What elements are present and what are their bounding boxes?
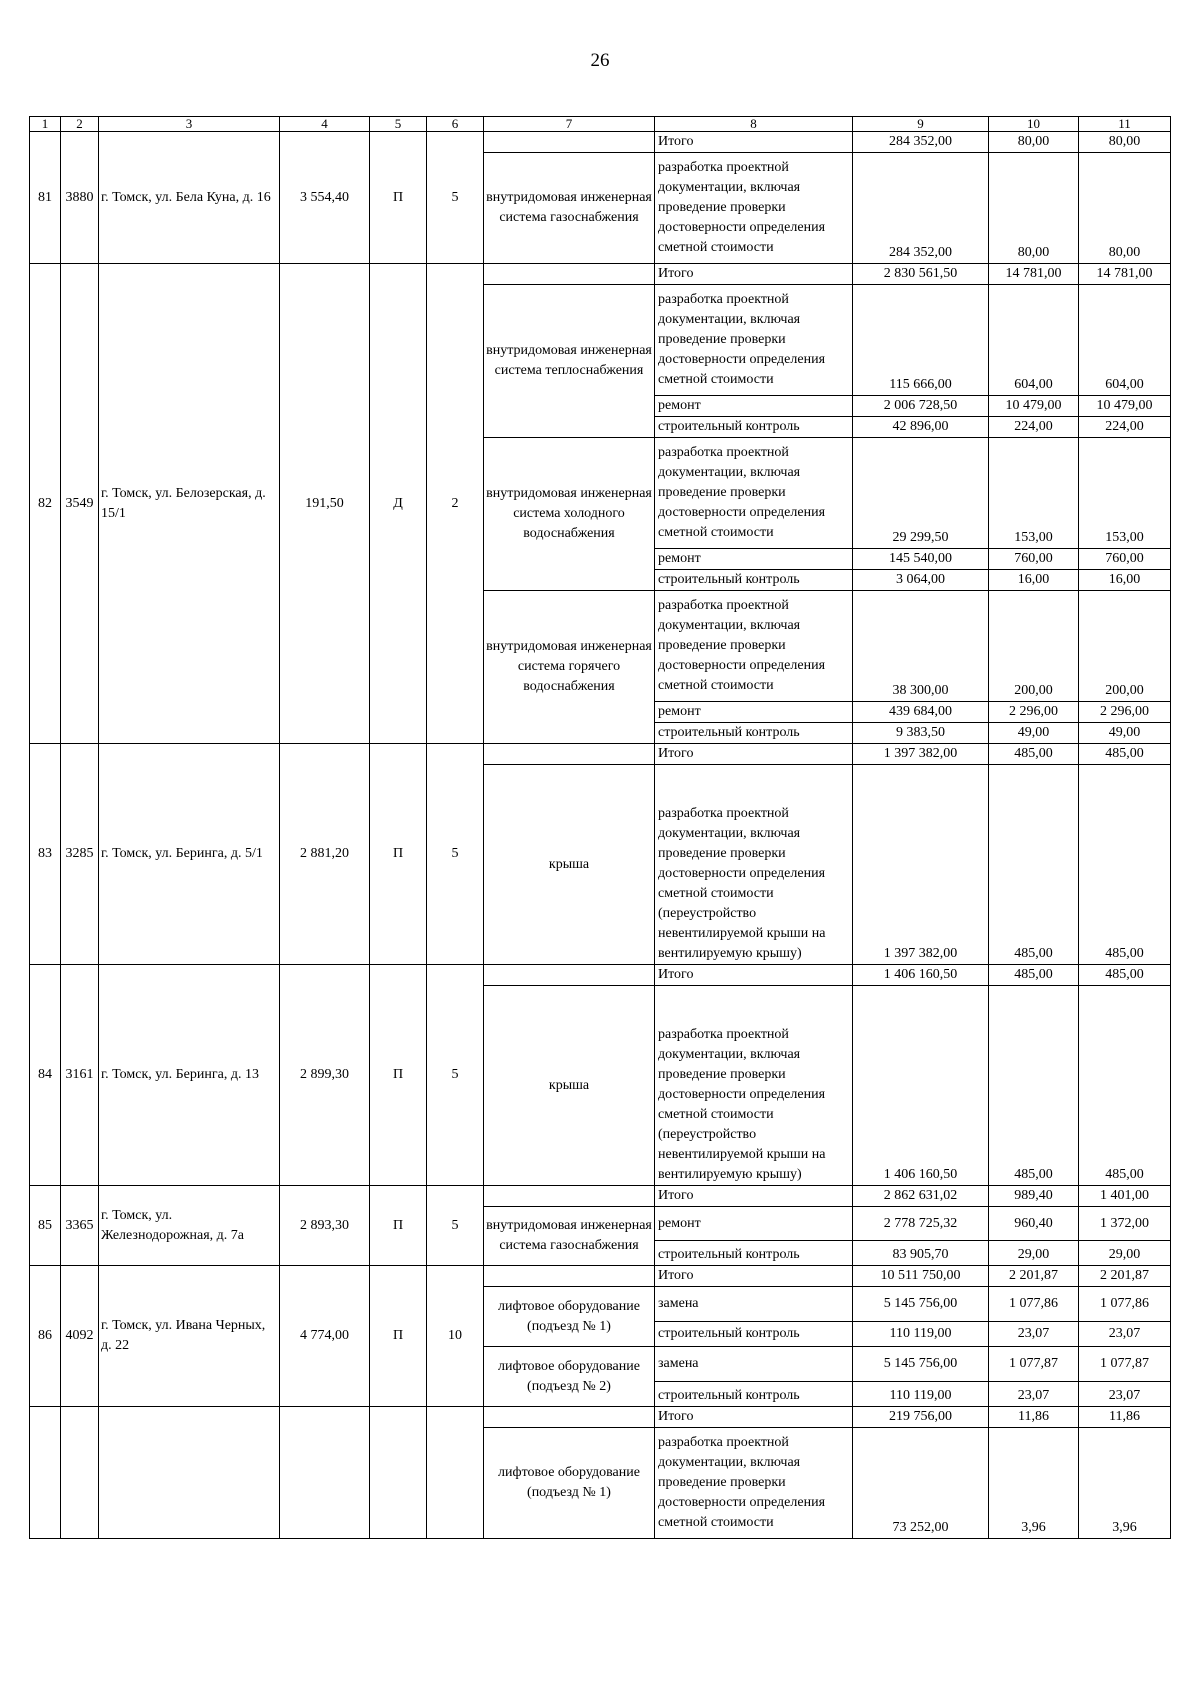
unit-cost: 760,00 (989, 549, 1079, 570)
address: г. Томск, ул. Беринга, д. 13 (99, 965, 280, 1186)
page-number: 26 (590, 50, 610, 71)
area (280, 1407, 370, 1539)
cost: 5 145 756,00 (853, 1347, 989, 1382)
unit-cost-limit: 23,07 (1079, 1382, 1171, 1407)
unit-cost: 29,00 (989, 1241, 1079, 1266)
work-type: разработка проектной документации, включая проведение проверки достоверности определения сметной стоимости (655, 153, 853, 264)
work-type: разработка проектной документации, включая проведение проверки достоверности определения сметной стоимости (655, 591, 853, 702)
work-type: строительный контроль (655, 1241, 853, 1266)
work-type: разработка проектной документации, включая проведение проверки достоверности определения сметной стоимости (переустройство невентилируемой крыши на вентилируемую крышу) (655, 765, 853, 965)
total-label: Итого (655, 1186, 853, 1207)
table-row (30, 1186, 1171, 1207)
house-id: 4092 (61, 1266, 99, 1407)
unit-cost: 2 201,87 (989, 1266, 1079, 1287)
unit-cost-limit: 200,00 (1079, 591, 1171, 702)
total-label: Итого (655, 965, 853, 986)
row-number: 82 (30, 264, 61, 744)
capital-repair-table (29, 116, 1171, 1539)
unit-cost-limit: 485,00 (1079, 965, 1171, 986)
address: г. Томск, ул. Беринга, д. 5/1 (99, 744, 280, 965)
cost: 439 684,00 (853, 702, 989, 723)
unit-cost-limit: 1 372,00 (1079, 1207, 1171, 1241)
unit-cost: 485,00 (989, 765, 1079, 965)
unit-cost: 224,00 (989, 417, 1079, 438)
empty-cell (484, 1266, 655, 1287)
column-header: 10 (989, 117, 1079, 132)
unit-cost-limit: 1 401,00 (1079, 1186, 1171, 1207)
column-number-row (30, 117, 1171, 132)
column-header: 11 (1079, 117, 1171, 132)
cost: 9 383,50 (853, 723, 989, 744)
area: 2 899,30 (280, 965, 370, 1186)
unit-cost: 2 296,00 (989, 702, 1079, 723)
unit-cost: 23,07 (989, 1382, 1079, 1407)
unit-cost-limit: 485,00 (1079, 986, 1171, 1186)
unit-cost-limit: 760,00 (1079, 549, 1171, 570)
unit-cost: 11,86 (989, 1407, 1079, 1428)
area: 2 893,30 (280, 1186, 370, 1266)
unit-cost: 49,00 (989, 723, 1079, 744)
house-id: 3549 (61, 264, 99, 744)
table-row (30, 1407, 1171, 1428)
unit-cost: 10 479,00 (989, 396, 1079, 417)
cost: 1 397 382,00 (853, 744, 989, 765)
unit-cost-limit: 29,00 (1079, 1241, 1171, 1266)
work-type: разработка проектной документации, включая проведение проверки достоверности определения сметной стоимости (655, 285, 853, 396)
wall-type: П (370, 1266, 427, 1407)
house-id: 3161 (61, 965, 99, 1186)
system-name: внутридомовая инженерная система газоснабжения (484, 153, 655, 264)
row-number (30, 1407, 61, 1539)
wall-type: П (370, 132, 427, 264)
unit-cost-limit: 1 077,87 (1079, 1347, 1171, 1382)
row-number: 86 (30, 1266, 61, 1407)
cost: 2 778 725,32 (853, 1207, 989, 1241)
system-name: лифтовое оборудование (подъезд № 1) (484, 1287, 655, 1347)
unit-cost-limit: 16,00 (1079, 570, 1171, 591)
total-label: Итого (655, 1407, 853, 1428)
unit-cost-limit: 1 077,86 (1079, 1287, 1171, 1322)
empty-cell (484, 744, 655, 765)
system-name: внутридомовая инженерная система холодного водоснабжения (484, 438, 655, 591)
work-type: ремонт (655, 1207, 853, 1241)
system-name: лифтовое оборудование (подъезд № 2) (484, 1347, 655, 1407)
address (99, 1407, 280, 1539)
unit-cost-limit: 2 201,87 (1079, 1266, 1171, 1287)
unit-cost-limit: 153,00 (1079, 438, 1171, 549)
unit-cost-limit: 23,07 (1079, 1322, 1171, 1347)
unit-cost-limit: 485,00 (1079, 765, 1171, 965)
cost: 10 511 750,00 (853, 1266, 989, 1287)
unit-cost-limit: 224,00 (1079, 417, 1171, 438)
cost: 29 299,50 (853, 438, 989, 549)
floors: 5 (427, 132, 484, 264)
house-id: 3285 (61, 744, 99, 965)
house-id: 3365 (61, 1186, 99, 1266)
unit-cost: 1 077,87 (989, 1347, 1079, 1382)
system-name: крыша (484, 765, 655, 965)
unit-cost: 485,00 (989, 965, 1079, 986)
total-label: Итого (655, 264, 853, 285)
work-type: разработка проектной документации, включая проведение проверки достоверности определения сметной стоимости (655, 1428, 853, 1539)
work-type: строительный контроль (655, 1382, 853, 1407)
empty-cell (484, 264, 655, 285)
column-header: 2 (61, 117, 99, 132)
address: г. Томск, ул. Бела Куна, д. 16 (99, 132, 280, 264)
system-name: внутридомовая инженерная система теплоснабжения (484, 285, 655, 438)
cost: 115 666,00 (853, 285, 989, 396)
cost: 145 540,00 (853, 549, 989, 570)
floors: 10 (427, 1266, 484, 1407)
cost: 1 406 160,50 (853, 986, 989, 1186)
table-row (30, 132, 1171, 153)
area: 2 881,20 (280, 744, 370, 965)
cost: 219 756,00 (853, 1407, 989, 1428)
unit-cost: 960,40 (989, 1207, 1079, 1241)
unit-cost-limit: 485,00 (1079, 744, 1171, 765)
wall-type: П (370, 1186, 427, 1266)
unit-cost-limit: 11,86 (1079, 1407, 1171, 1428)
work-type: замена (655, 1287, 853, 1322)
house-id (61, 1407, 99, 1539)
system-name: внутридомовая инженерная система горячего водоснабжения (484, 591, 655, 744)
work-type: строительный контроль (655, 723, 853, 744)
unit-cost: 200,00 (989, 591, 1079, 702)
cost: 1 406 160,50 (853, 965, 989, 986)
floors: 5 (427, 1186, 484, 1266)
floors (427, 1407, 484, 1539)
column-header: 9 (853, 117, 989, 132)
work-type: разработка проектной документации, включая проведение проверки достоверности определения сметной стоимости (655, 438, 853, 549)
wall-type (370, 1407, 427, 1539)
wall-type: П (370, 744, 427, 965)
system-name: лифтовое оборудование (подъезд № 1) (484, 1428, 655, 1539)
cost: 1 397 382,00 (853, 765, 989, 965)
unit-cost-limit: 2 296,00 (1079, 702, 1171, 723)
cost: 284 352,00 (853, 132, 989, 153)
column-header: 7 (484, 117, 655, 132)
unit-cost-limit: 80,00 (1079, 153, 1171, 264)
empty-cell (484, 1186, 655, 1207)
unit-cost: 14 781,00 (989, 264, 1079, 285)
column-header: 5 (370, 117, 427, 132)
area: 4 774,00 (280, 1266, 370, 1407)
row-number: 83 (30, 744, 61, 965)
cost: 5 145 756,00 (853, 1287, 989, 1322)
unit-cost-limit: 80,00 (1079, 132, 1171, 153)
empty-cell (484, 1407, 655, 1428)
work-type: строительный контроль (655, 570, 853, 591)
unit-cost: 989,40 (989, 1186, 1079, 1207)
unit-cost: 485,00 (989, 986, 1079, 1186)
house-id: 3880 (61, 132, 99, 264)
cost: 2 862 631,02 (853, 1186, 989, 1207)
cost: 38 300,00 (853, 591, 989, 702)
column-header: 6 (427, 117, 484, 132)
table-row (30, 965, 1171, 986)
column-header: 1 (30, 117, 61, 132)
area: 3 554,40 (280, 132, 370, 264)
total-label: Итого (655, 744, 853, 765)
table-row (30, 1266, 1171, 1287)
unit-cost: 1 077,86 (989, 1287, 1079, 1322)
column-header: 8 (655, 117, 853, 132)
empty-cell (484, 132, 655, 153)
unit-cost-limit: 49,00 (1079, 723, 1171, 744)
wall-type: П (370, 965, 427, 1186)
row-number: 81 (30, 132, 61, 264)
cost: 42 896,00 (853, 417, 989, 438)
system-name: внутридомовая инженерная система газоснабжения (484, 1207, 655, 1266)
work-type: ремонт (655, 396, 853, 417)
unit-cost-limit: 14 781,00 (1079, 264, 1171, 285)
unit-cost: 485,00 (989, 744, 1079, 765)
unit-cost: 23,07 (989, 1322, 1079, 1347)
cost: 110 119,00 (853, 1382, 989, 1407)
table-row (30, 264, 1171, 285)
unit-cost: 16,00 (989, 570, 1079, 591)
cost: 2 006 728,50 (853, 396, 989, 417)
total-label: Итого (655, 132, 853, 153)
address: г. Томск, ул. Ивана Черных, д. 22 (99, 1266, 280, 1407)
row-number: 85 (30, 1186, 61, 1266)
address: г. Томск, ул. Белозерская, д. 15/1 (99, 264, 280, 744)
address: г. Томск, ул. Железнодорожная, д. 7а (99, 1186, 280, 1266)
floors: 5 (427, 965, 484, 1186)
unit-cost-limit: 3,96 (1079, 1428, 1171, 1539)
work-type: строительный контроль (655, 1322, 853, 1347)
floors: 2 (427, 264, 484, 744)
total-label: Итого (655, 1266, 853, 1287)
work-type: замена (655, 1347, 853, 1382)
unit-cost-limit: 604,00 (1079, 285, 1171, 396)
empty-cell (484, 965, 655, 986)
column-header: 3 (99, 117, 280, 132)
unit-cost-limit: 10 479,00 (1079, 396, 1171, 417)
work-type: строительный контроль (655, 417, 853, 438)
unit-cost: 3,96 (989, 1428, 1079, 1539)
work-type: ремонт (655, 549, 853, 570)
cost: 284 352,00 (853, 153, 989, 264)
area: 191,50 (280, 264, 370, 744)
unit-cost: 153,00 (989, 438, 1079, 549)
table-row (30, 744, 1171, 765)
column-header: 4 (280, 117, 370, 132)
wall-type: Д (370, 264, 427, 744)
work-type: разработка проектной документации, включая проведение проверки достоверности определения сметной стоимости (переустройство невентилируемой крыши на вентилируемую крышу) (655, 986, 853, 1186)
cost: 2 830 561,50 (853, 264, 989, 285)
cost: 83 905,70 (853, 1241, 989, 1266)
system-name: крыша (484, 986, 655, 1186)
unit-cost: 80,00 (989, 153, 1079, 264)
work-type: ремонт (655, 702, 853, 723)
cost: 110 119,00 (853, 1322, 989, 1347)
unit-cost: 604,00 (989, 285, 1079, 396)
row-number: 84 (30, 965, 61, 1186)
cost: 3 064,00 (853, 570, 989, 591)
cost: 73 252,00 (853, 1428, 989, 1539)
floors: 5 (427, 744, 484, 965)
unit-cost: 80,00 (989, 132, 1079, 153)
